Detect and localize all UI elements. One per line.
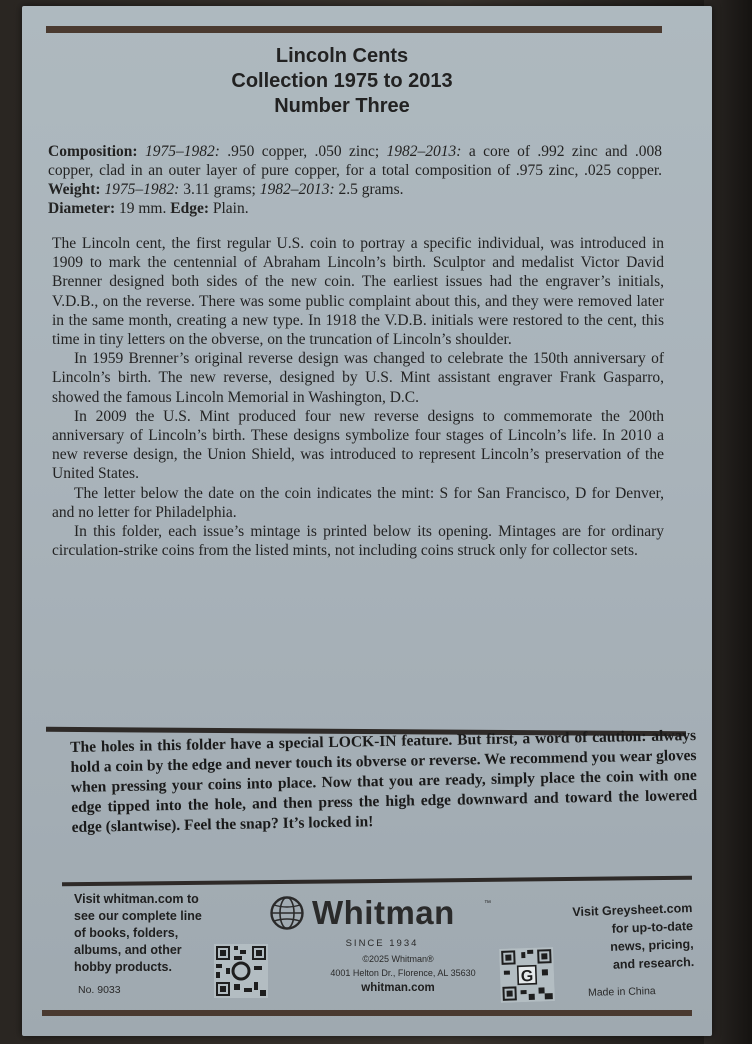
globe-icon	[270, 896, 304, 930]
brand-name: Whitman	[312, 894, 455, 931]
since-year: SINCE 1934	[345, 938, 419, 949]
promo-right-line: Visit Greysheet.com	[572, 900, 693, 920]
composition-period-2: 1982–2013:	[386, 143, 462, 160]
promo-left-line: hobby products.	[74, 960, 172, 974]
trademark-mark: ™	[484, 900, 491, 907]
title-line-2: Collection 1975 to 2013	[231, 70, 453, 92]
whitman-logo	[270, 894, 510, 934]
weight-period-1: 1975–1982:	[104, 181, 180, 198]
publisher-address: 4001 Helton Dr., Florence, AL 35630	[330, 968, 476, 978]
promo-left-line: of books, folders,	[74, 926, 179, 940]
history-paragraph-5: In this folder, each issue’s mintage is printed below its opening. Mintages are for ordinary circulation-strike coins from the listed mints, not including coins struck only for collector sets.	[52, 523, 664, 560]
folder-page	[22, 6, 712, 1036]
diameter-label: Diameter:	[48, 200, 116, 217]
diameter-value: 19 mm.	[119, 200, 167, 217]
qr-center-letter: G	[520, 967, 534, 986]
whitman-qr-code-icon	[214, 944, 268, 998]
history-paragraph-3: In 2009 the U.S. Mint produced four new reverse designs to commemorate the 200th anniversary of Lincoln’s birth. These designs symbolize four stages of Lincoln’s life. In 2010 a new reverse design, the Union Shield, was introduced to represent Lincoln’s preservation of the United States.	[52, 407, 664, 483]
lockin-bottom-rule	[62, 876, 692, 887]
composition-value-2: a core of .992 zinc and .008 copper, clad in an outer layer of pure copper, for a total composition of .975 zinc, .025 copper.	[48, 143, 662, 179]
weight-period-2: 1982–2013:	[259, 181, 335, 198]
history-text	[52, 234, 664, 560]
coin-specifications	[48, 142, 662, 218]
greysheet-promo	[522, 899, 694, 977]
promo-right-line: for up-to-date	[611, 918, 694, 936]
composition-value-1: .950 copper, .050 zinc;	[227, 143, 380, 160]
lockin-instructions: The holes in this folder have a special LOCK-IN feature. But first, a word of caution: always hold a coin by the edge and never touch its obverse or reverse. We recommend you wear gloves when pressing your coins into place. Now that you are ready, simply place the coin with one edge tipped into the hole, and then press the high edge downward and toward the lowered edge (slantwise). Feel the snap? It’s locked in!	[70, 726, 698, 836]
promo-right-line: and research.	[612, 954, 695, 972]
history-paragraph-1: The Lincoln cent, the first regular U.S. coin to portray a specific individual, was introduced in 1909 to mark the centennial of Abraham Lincoln’s birth. Sculptor and medalist Victor David Brenner designed both sides of the new coin. The earliest issues had the engraver’s initials, V.D.B., on the reverse. There was some public complaint about this, and they were removed later in the same month, creating a new type. In 1918 the V.D.B. initials were restored to the cent, this time in tiny letters on the obverse, on the truncation of Lincoln’s shoulder.	[52, 235, 664, 349]
weight-value-2: 2.5 grams.	[338, 181, 404, 198]
page-title	[132, 44, 552, 119]
country-of-origin: Made in China	[587, 985, 656, 999]
edge-value: Plain.	[212, 200, 249, 217]
title-line-3: Number Three	[274, 95, 410, 117]
weight-value-1: 3.11 grams;	[183, 181, 256, 198]
title-line-1: Lincoln Cents	[275, 45, 409, 67]
whitman-website: whitman.com	[361, 982, 435, 994]
whitman-promo	[74, 891, 234, 976]
history-paragraph-4: The letter below the date on the coin indicates the mint: S for San Francisco, D for Denver, and no letter for Philadelphia.	[52, 484, 664, 521]
promo-left-line: albums, and other	[74, 943, 182, 957]
catalog-number: No. 9033	[78, 984, 121, 996]
composition-label: Composition:	[48, 143, 138, 160]
promo-left-line: Visit whitman.com to	[74, 892, 199, 906]
copyright-notice: ©2025 Whitman®	[362, 954, 434, 964]
promo-left-line: see our complete line	[74, 909, 202, 923]
weight-label: Weight:	[48, 181, 101, 198]
edge-label: Edge:	[170, 200, 209, 217]
bottom-rule	[42, 1010, 692, 1016]
top-rule	[46, 26, 662, 33]
history-paragraph-2: In 1959 Brenner’s original reverse design was changed to celebrate the 150th anniversary of Lincoln’s birth. The new reverse, designed by U.S. Mint assistant engraver Frank Gasparro, showed the famous Lincoln Memorial in Washington, D.C.	[52, 350, 664, 406]
composition-period-1: 1975–1982:	[144, 143, 220, 160]
promo-right-line: news, pricing,	[610, 936, 694, 954]
